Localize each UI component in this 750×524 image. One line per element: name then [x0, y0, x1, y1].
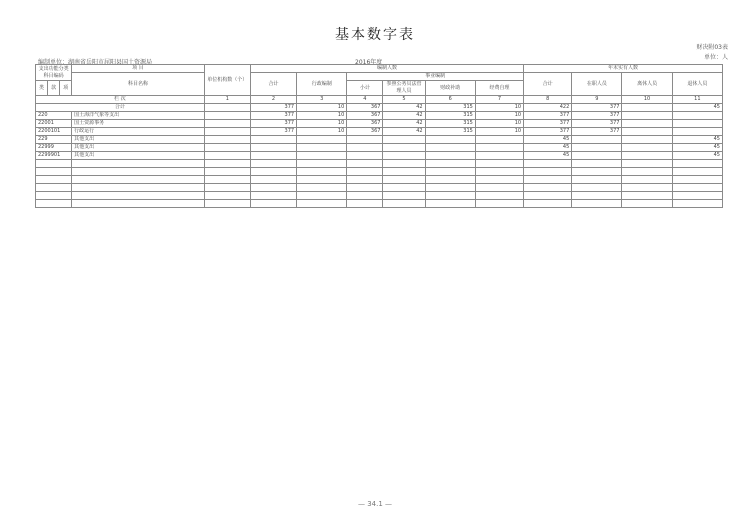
- row-value: [347, 144, 383, 152]
- col-num: 1: [204, 96, 250, 104]
- row-value: [425, 152, 475, 160]
- total-cell: 10: [475, 104, 523, 112]
- empty-row: [36, 160, 723, 168]
- column-number-row: [36, 96, 723, 104]
- empty-cell: [672, 192, 722, 200]
- row-value: 10: [475, 128, 523, 136]
- subject-name-header: 科目名称: [72, 73, 205, 96]
- row-value: 42: [383, 112, 425, 120]
- empty-cell: [572, 160, 622, 168]
- row-value: [297, 144, 347, 152]
- empty-cell: [36, 176, 72, 184]
- empty-cell: [36, 184, 72, 192]
- row-value: 10: [297, 120, 347, 128]
- bianzhi-total-header: 合计: [250, 73, 296, 96]
- col-num: 8: [524, 96, 572, 104]
- row-value: [383, 144, 425, 152]
- empty-cell: [297, 184, 347, 192]
- empty-cell: [383, 160, 425, 168]
- row-value: [622, 120, 672, 128]
- empty-cell: [72, 184, 205, 192]
- row-value: [475, 136, 523, 144]
- empty-cell: [347, 184, 383, 192]
- row-value: [383, 136, 425, 144]
- empty-row: [36, 176, 723, 184]
- empty-cell: [347, 200, 383, 208]
- row-value: [347, 152, 383, 160]
- row-value: [572, 136, 622, 144]
- empty-cell: [425, 168, 475, 176]
- empty-cell: [672, 160, 722, 168]
- row-value: 377: [250, 120, 296, 128]
- lei-header: 类: [36, 81, 48, 96]
- empty-row: [36, 200, 723, 208]
- empty-cell: [672, 184, 722, 192]
- row-code: 22001: [36, 120, 72, 128]
- col-num: 10: [622, 96, 672, 104]
- zaizhi-header: 在职人员: [572, 73, 622, 96]
- row-value: [622, 112, 672, 120]
- row-value: [572, 144, 622, 152]
- row-value: 377: [250, 112, 296, 120]
- row-value: [204, 128, 250, 136]
- col-num: 6: [425, 96, 475, 104]
- unit-label: 单位：人: [703, 54, 728, 61]
- empty-cell: [72, 160, 205, 168]
- empty-cell: [672, 200, 722, 208]
- row-value: 10: [475, 120, 523, 128]
- row-value: 367: [347, 120, 383, 128]
- table-row: [36, 152, 723, 160]
- row-value: [672, 120, 722, 128]
- table-row: [36, 128, 723, 136]
- row-value: [250, 136, 296, 144]
- row-value: [204, 144, 250, 152]
- empty-cell: [204, 160, 250, 168]
- row-value: [250, 152, 296, 160]
- empty-cell: [383, 184, 425, 192]
- empty-cell: [204, 192, 250, 200]
- empty-cell: [204, 176, 250, 184]
- col-num: 9: [572, 96, 622, 104]
- row-value: 377: [572, 112, 622, 120]
- total-cell: [204, 104, 250, 112]
- col-num: 4: [347, 96, 383, 104]
- total-label: 合计: [36, 104, 205, 112]
- empty-cell: [250, 200, 296, 208]
- year-label: 2016年度: [355, 59, 383, 66]
- row-value: [383, 152, 425, 160]
- empty-cell: [672, 176, 722, 184]
- empty-cell: [475, 168, 523, 176]
- empty-cell: [297, 168, 347, 176]
- row-value: 42: [383, 120, 425, 128]
- total-cell: 367: [347, 104, 383, 112]
- row-value: [622, 152, 672, 160]
- empty-cell: [572, 200, 622, 208]
- row-value: 377: [524, 128, 572, 136]
- empty-cell: [524, 192, 572, 200]
- empty-row: [36, 192, 723, 200]
- xiaoji-header: 小计: [347, 81, 383, 96]
- row-value: 10: [297, 128, 347, 136]
- row-value: 10: [475, 112, 523, 120]
- lan-ci-label: 栏 次: [36, 96, 205, 104]
- row-code: 2299901: [36, 152, 72, 160]
- empty-cell: [475, 160, 523, 168]
- empty-cell: [622, 200, 672, 208]
- shiye-header: 事业编制: [347, 73, 524, 81]
- col-num: 3: [297, 96, 347, 104]
- empty-cell: [622, 176, 672, 184]
- row-value: [672, 112, 722, 120]
- empty-cell: [383, 176, 425, 184]
- row-value: [622, 128, 672, 136]
- col-num: 7: [475, 96, 523, 104]
- empty-cell: [72, 192, 205, 200]
- page-title: 基本数字表: [335, 27, 415, 43]
- empty-cell: [36, 200, 72, 208]
- empty-cell: [204, 200, 250, 208]
- kuan-header: 款: [48, 81, 60, 96]
- empty-cell: [622, 184, 672, 192]
- empty-cell: [347, 160, 383, 168]
- empty-cell: [672, 168, 722, 176]
- year-end-total-header: 合计: [524, 73, 572, 96]
- lixiu-header: 离休人员: [622, 73, 672, 96]
- empty-row: [36, 168, 723, 176]
- empty-cell: [250, 160, 296, 168]
- row-code: 229: [36, 136, 72, 144]
- row-value: [204, 112, 250, 120]
- empty-cell: [572, 176, 622, 184]
- admin-header: 行政编制: [297, 73, 347, 96]
- empty-cell: [297, 176, 347, 184]
- row-value: 367: [347, 128, 383, 136]
- row-subject-name: 行政运行: [72, 128, 205, 136]
- row-value: [622, 144, 672, 152]
- canzhao-header: 参照公务员法管理人员: [383, 81, 425, 96]
- row-value: [297, 136, 347, 144]
- row-value: [250, 144, 296, 152]
- empty-cell: [297, 200, 347, 208]
- empty-cell: [572, 168, 622, 176]
- table-row: [36, 136, 723, 144]
- row-value: [204, 136, 250, 144]
- total-cell: 45: [672, 104, 722, 112]
- empty-cell: [383, 168, 425, 176]
- row-value: 45: [672, 144, 722, 152]
- tuixiu-header: 退休人员: [672, 73, 722, 96]
- empty-cell: [383, 200, 425, 208]
- row-value: 377: [250, 128, 296, 136]
- empty-cell: [250, 184, 296, 192]
- row-value: 45: [672, 152, 722, 160]
- col-num: 2: [250, 96, 296, 104]
- total-cell: 10: [297, 104, 347, 112]
- basic-numbers-table: [35, 64, 723, 208]
- empty-cell: [36, 168, 72, 176]
- year-end-header: 年末实有人数: [524, 65, 723, 73]
- empty-cell: [572, 184, 622, 192]
- empty-cell: [383, 192, 425, 200]
- func-class-header: 支出功能分类科目编码: [36, 65, 72, 81]
- empty-cell: [524, 184, 572, 192]
- form-code: 财决附03表: [696, 44, 728, 51]
- header-row-1: [36, 65, 723, 73]
- empty-cell: [524, 176, 572, 184]
- empty-cell: [425, 160, 475, 168]
- row-value: [425, 136, 475, 144]
- empty-cell: [36, 160, 72, 168]
- row-value: 45: [672, 136, 722, 144]
- row-code: 2200101: [36, 128, 72, 136]
- row-subject-name: 其他支出: [72, 144, 205, 152]
- empty-cell: [204, 184, 250, 192]
- row-value: [475, 152, 523, 160]
- empty-cell: [524, 168, 572, 176]
- caizheng-header: 财政补助: [425, 81, 475, 96]
- row-value: [622, 136, 672, 144]
- row-subject-name: 国土资源事务: [72, 120, 205, 128]
- row-subject-name: 国土海洋气象等支出: [72, 112, 205, 120]
- empty-cell: [36, 192, 72, 200]
- row-value: 45: [524, 136, 572, 144]
- empty-cell: [250, 176, 296, 184]
- empty-cell: [72, 168, 205, 176]
- row-value: 45: [524, 152, 572, 160]
- total-row: [36, 104, 723, 112]
- empty-cell: [622, 160, 672, 168]
- row-value: 10: [297, 112, 347, 120]
- col-num: 5: [383, 96, 425, 104]
- empty-cell: [72, 176, 205, 184]
- row-value: 377: [572, 128, 622, 136]
- row-value: 377: [524, 120, 572, 128]
- row-value: 315: [425, 128, 475, 136]
- empty-cell: [425, 176, 475, 184]
- empty-cell: [297, 192, 347, 200]
- row-value: 367: [347, 112, 383, 120]
- empty-cell: [347, 176, 383, 184]
- empty-cell: [347, 168, 383, 176]
- row-value: 315: [425, 120, 475, 128]
- row-subject-name: 其他支出: [72, 136, 205, 144]
- xiangmu-header: 项 目: [72, 65, 205, 73]
- organization-label: 编制单位：湖南省岳阳市屈阳县国土资源局: [38, 59, 153, 66]
- row-value: [672, 128, 722, 136]
- empty-cell: [425, 192, 475, 200]
- row-value: [347, 136, 383, 144]
- row-value: 315: [425, 112, 475, 120]
- total-cell: 42: [383, 104, 425, 112]
- table-row: [36, 120, 723, 128]
- total-cell: 422: [524, 104, 572, 112]
- empty-cell: [475, 184, 523, 192]
- empty-cell: [475, 192, 523, 200]
- header-row-2: [36, 73, 723, 81]
- empty-cell: [72, 200, 205, 208]
- empty-cell: [622, 168, 672, 176]
- empty-cell: [622, 192, 672, 200]
- empty-cell: [250, 168, 296, 176]
- empty-cell: [524, 160, 572, 168]
- row-value: [572, 152, 622, 160]
- empty-cell: [524, 200, 572, 208]
- row-value: [425, 144, 475, 152]
- row-value: 377: [524, 112, 572, 120]
- table-row: [36, 112, 723, 120]
- total-cell: 377: [572, 104, 622, 112]
- empty-cell: [204, 168, 250, 176]
- total-cell: [622, 104, 672, 112]
- empty-cell: [425, 184, 475, 192]
- empty-cell: [475, 200, 523, 208]
- empty-row: [36, 184, 723, 192]
- table-row: [36, 144, 723, 152]
- row-value: [475, 144, 523, 152]
- row-value: [204, 120, 250, 128]
- row-subject-name: 其他支出: [72, 152, 205, 160]
- row-value: 45: [524, 144, 572, 152]
- row-code: 22999: [36, 144, 72, 152]
- row-value: [204, 152, 250, 160]
- total-cell: 377: [250, 104, 296, 112]
- page-number: — 34.1 —: [357, 500, 393, 508]
- empty-cell: [250, 192, 296, 200]
- bianzhi-header: 编制人数: [250, 65, 523, 73]
- jingfei-header: 经费自理: [475, 81, 523, 96]
- row-value: 377: [572, 120, 622, 128]
- total-cell: 315: [425, 104, 475, 112]
- row-value: [297, 152, 347, 160]
- empty-cell: [297, 160, 347, 168]
- num-units-header: 单位机构数（个）: [204, 65, 250, 96]
- xiang-header: 项: [60, 81, 72, 96]
- empty-cell: [572, 192, 622, 200]
- col-num: 11: [672, 96, 722, 104]
- empty-cell: [425, 200, 475, 208]
- empty-cell: [347, 192, 383, 200]
- row-code: 220: [36, 112, 72, 120]
- row-value: 42: [383, 128, 425, 136]
- empty-cell: [475, 176, 523, 184]
